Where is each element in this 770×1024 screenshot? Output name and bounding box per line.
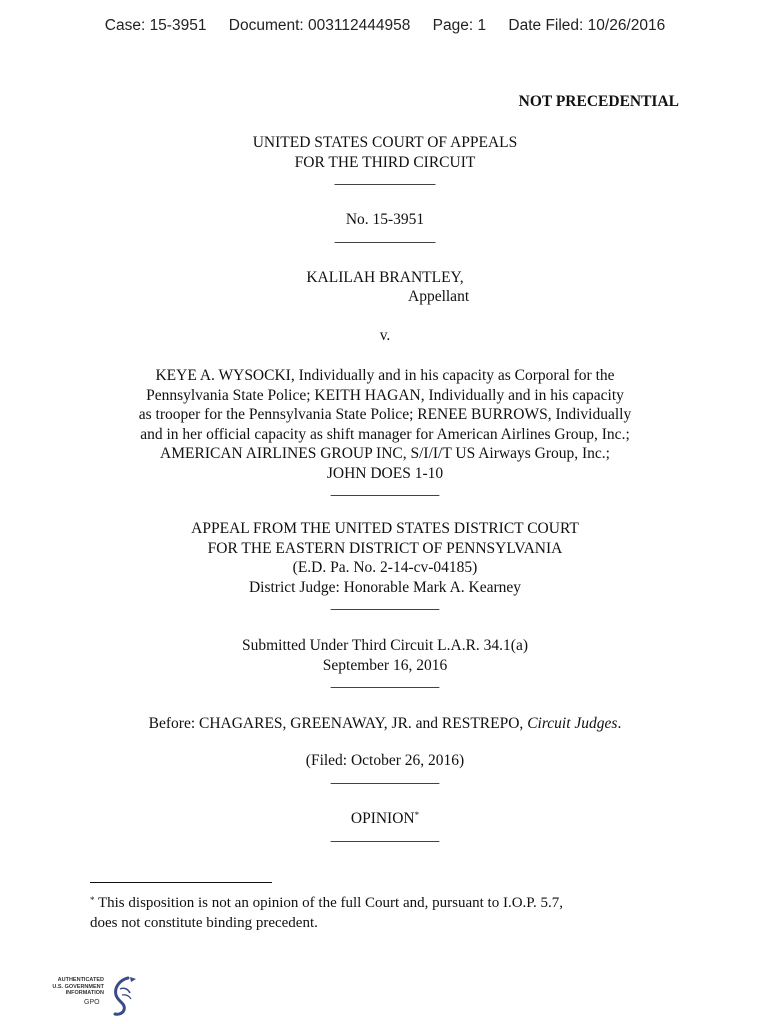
appeal-line: APPEAL FROM THE UNITED STATES DISTRICT COURT [191,520,579,537]
submitted-line-1: Submitted Under Third Circuit L.A.R. 34.1(a) [242,637,528,654]
eagle-icon [100,975,140,1017]
appeal-line: FOR THE EASTERN DISTRICT OF PENNSYLVANIA [207,539,563,557]
appellees-line: KEYE A. WYSOCKI, Individually and in his capacity as Corporal for the [155,367,615,384]
appellees-line: Pennsylvania State Police; KEITH HAGAN, Individually and in his capacity [146,386,624,404]
appellees-line: JOHN DOES 1-10 [326,464,444,482]
footnote-divider [90,882,272,883]
filed-date: (Filed: October 26, 2016) [305,752,465,769]
separator-rule: ______________ [330,826,440,844]
court-name [0,133,770,189]
separator-rule: ______________ [330,768,440,786]
gpo-text-line: AUTHENTICATED [57,977,104,983]
appeal-block [0,519,770,614]
panel-end: . [617,715,622,732]
court-line-2: FOR THE THIRD CIRCUIT [294,153,476,171]
footnote-line-2: does not constitute binding precedent. [90,915,318,931]
separator-rule: ______________ [330,595,440,612]
separator-rule: _____________ [334,170,436,187]
panel-judges [0,714,770,734]
document-number-header: Document: 003112444958 [228,17,411,34]
panel-text: Before: CHAGARES, GREENAWAY, JR. and RESTREPO, [148,715,528,732]
appellees-line: AMERICAN AIRLINES GROUP INC, S/I/I/T US Airways Group, Inc.; [160,445,610,462]
submitted-date: September 16, 2016 [322,656,448,674]
gpo-authenticated-logo [42,975,137,1017]
document-header [0,17,770,35]
appeal-line: District Judge: Honorable Mark A. Kearney [248,578,522,596]
gpo-letters: GPO [84,999,100,1006]
opinion-block [0,809,770,845]
appeal-line: (E.D. Pa. No. 2-14-cv-04185) [292,559,478,576]
separator-rule: ______________ [330,481,440,498]
appellant-role: Appellant [408,288,470,305]
filed-block [0,751,770,787]
case-number-header: Case: 15-3951 [104,17,207,34]
case-number-block [0,210,770,246]
gpo-text-line: INFORMATION [65,990,104,996]
page-number-header: Page: 1 [432,17,487,34]
submitted-block [0,636,770,692]
versus: v. [379,327,391,344]
gpo-text-line: U.S. GOVERNMENT [52,983,104,990]
footnote [90,893,690,933]
separator-rule: _____________ [334,227,436,245]
not-precedential-label: NOT PRECEDENTIAL [518,93,679,110]
gpo-logo-text [42,977,104,997]
appellant-name: KALILAH BRANTLEY, [306,269,464,286]
opinion-heading: OPINION [350,810,415,827]
footnote-line-1: This disposition is not an opinion of the full Court and, pursuant to I.O.P. 5.7, [94,895,563,911]
appellees-line: as trooper for the Pennsylvania State Police; RENEE BURROWS, Individually [138,406,632,423]
court-line-1: UNITED STATES COURT OF APPEALS [252,134,518,151]
appellees-block [0,366,770,500]
case-number: No. 15-3951 [345,211,425,228]
separator-rule: ______________ [330,673,440,690]
appellees-line: and in her official capacity as shift manager for American Airlines Group, Inc.; [140,425,630,443]
footnote-marker: * [90,895,95,905]
circuit-judges: Circuit Judges [527,715,618,732]
date-filed-header: Date Filed: 10/26/2016 [508,17,666,34]
footnote-reference: * [414,810,420,820]
